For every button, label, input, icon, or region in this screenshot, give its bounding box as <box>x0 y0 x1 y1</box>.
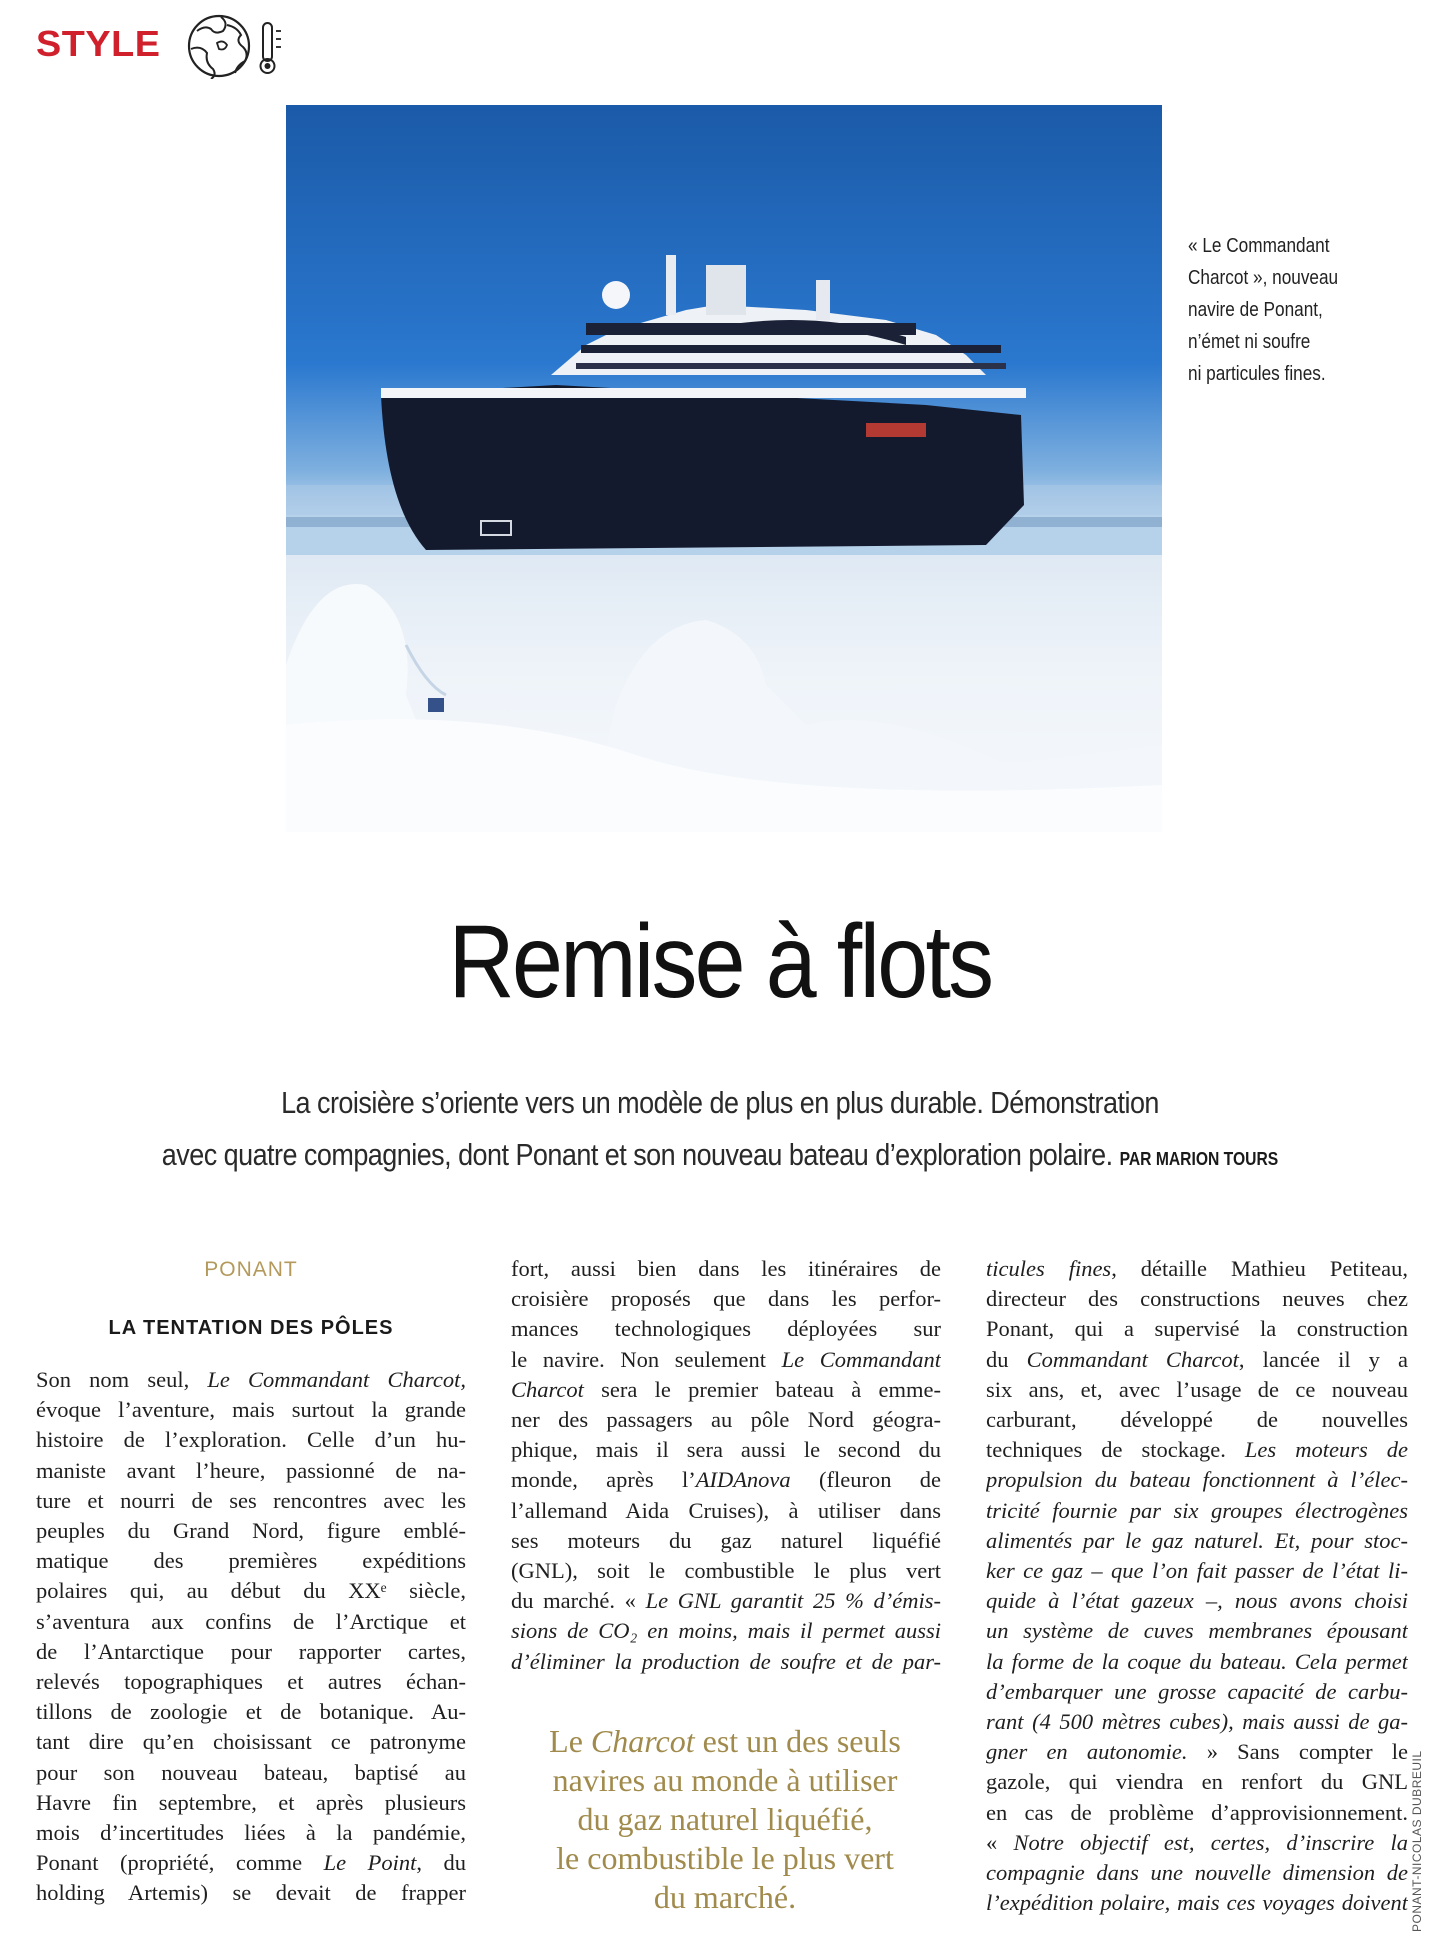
section-rubric <box>36 14 307 74</box>
pull-quote <box>505 1722 945 1917</box>
text-line: histoire de l’exploration. Celle d’un hu- <box>36 1427 466 1453</box>
text-line: compagnie dans une nouvelle dimension de <box>986 1860 1408 1886</box>
text-line: « Notre objectif est, certes, d’inscrire la <box>986 1829 1408 1855</box>
text-line: (GNL), soit le combustible le plus vert <box>511 1558 941 1584</box>
text-line: rant (4 500 mètres cubes), mais aussi de ga- <box>986 1709 1408 1735</box>
text-line: mois d’incertitudes liées à la pandémie, <box>36 1820 466 1846</box>
globe-thermometer-icon <box>177 9 307 79</box>
text-line: croisière proposés que dans les perfor- <box>511 1286 941 1312</box>
text-line: ticules fines, détaille Mathieu Petiteau, <box>986 1256 1408 1281</box>
text-line: s’aventura aux confins de l’Arctique et <box>36 1608 466 1634</box>
text-line: carburant, développé de nouvelles <box>986 1407 1408 1433</box>
text-line: phique, mais il sera aussi le second du <box>511 1437 941 1463</box>
text-line: le combustible le plus vert <box>556 1840 894 1876</box>
text-line: quide à l’état gazeux –, nous avons choisi <box>986 1588 1408 1614</box>
text-line: tillons de zoologie et de botanique. Au- <box>36 1699 466 1725</box>
text-line: la forme de la coque du bateau. Cela permet <box>986 1648 1408 1674</box>
article-headline: Remise à flots <box>448 904 992 1020</box>
text-line: matique des premières expéditions <box>36 1548 466 1574</box>
column-body <box>36 1365 466 1909</box>
text-line: alimentés par le gaz naturel. Et, pour stoc- <box>986 1527 1408 1553</box>
text-line: mances technologiques déployées sur <box>511 1316 941 1342</box>
text-line: le navire. Non seulement Le Commandant <box>511 1346 941 1372</box>
text-line: peuples du Grand Nord, figure emblé- <box>36 1518 466 1544</box>
text-line: l’allemand Aida Cruises), à utiliser dans <box>511 1497 941 1523</box>
text-line: six ans, et, avec l’usage de ce nouveau <box>986 1376 1408 1402</box>
article-standfirst <box>0 1077 1440 1185</box>
text-line: directeur des constructions neuves chez <box>986 1286 1408 1312</box>
caption-line: ni particules fines. <box>1188 363 1326 385</box>
text-line: du Commandant Charcot, lancée il y a <box>986 1346 1408 1372</box>
text-line: ses moteurs du gaz naturel liquéfié <box>511 1527 941 1553</box>
standfirst-line-1: La croisière s’oriente vers un modèle de plus en plus durable. Démonstration <box>281 1085 1159 1120</box>
text-line: relevés topographiques et autres échan- <box>36 1669 466 1695</box>
text-line: holding Artemis) se devait de frapper <box>36 1880 466 1906</box>
text-line: polaires qui, au début du XXᵉ siècle, <box>36 1578 466 1604</box>
text-line: ture et nourri de ses rencontres avec les <box>36 1487 466 1513</box>
text-line: en cas de problème d’approvisionnement. <box>986 1799 1408 1825</box>
section-title: LA TENTATION DES PÔLES <box>108 1317 394 1339</box>
text-line: Charcot sera le premier bateau à emme- <box>511 1376 941 1402</box>
text-line: pour son nouveau bateau, baptisé au <box>36 1759 466 1785</box>
caption-line: n’émet ni soufre <box>1188 331 1311 353</box>
rubric-label: STYLE <box>36 23 161 64</box>
text-line: Son nom seul, Le Commandant Charcot, <box>36 1367 466 1392</box>
text-line: ker ce gaz – que l’on fait passer de l’état li- <box>986 1558 1408 1584</box>
article-column-1 <box>36 1255 466 1909</box>
column-body <box>511 1254 941 1677</box>
text-line: tant dire qu’en choisissant ce patronyme <box>36 1729 466 1755</box>
caption-line: Charcot », nouveau <box>1188 267 1339 289</box>
text-line: du marché. « Le GNL garantit 25 % d’émis- <box>511 1588 941 1614</box>
text-line: gner en autonomie. » Sans compter le <box>986 1739 1408 1765</box>
caption-line: « Le Commandant <box>1188 235 1330 257</box>
photo-credit: PONANT-NICOLAS DUBREUIL <box>1410 1750 1424 1932</box>
section-kicker: PONANT <box>204 1258 298 1281</box>
text-line: du gaz naturel liquéfié, <box>577 1801 873 1837</box>
text-line: de l’Antarctique pour rapporter cartes, <box>36 1638 466 1664</box>
standfirst-line-2 <box>94 1129 1347 1185</box>
hero-photo <box>286 105 1162 832</box>
text-line: maniste avant l’heure, passionné de na- <box>36 1457 466 1483</box>
caption-line: navire de Ponant, <box>1188 299 1323 321</box>
text-line: d’éliminer la production de soufre et de par- <box>511 1648 941 1674</box>
text-line: évoque l’aventure, mais surtout la grande <box>36 1397 466 1423</box>
text-line: Ponant (propriété, comme Le Point, du <box>36 1850 466 1876</box>
text-line: techniques de stockage. Les moteurs de <box>986 1437 1408 1463</box>
text-line: tricité fournie par six groupes électrogènes <box>986 1497 1408 1523</box>
text-line: du marché. <box>653 1879 797 1915</box>
text-line: un système de cuves membranes épousant <box>986 1618 1408 1644</box>
ship-in-ice-image <box>286 105 1162 832</box>
photo-caption <box>1188 230 1360 390</box>
text-line: Havre fin septembre, et après plusieurs <box>36 1789 466 1815</box>
article-column-3 <box>986 1254 1408 1918</box>
text-line: l’expédition polaire, mais ces voyages doivent <box>986 1890 1408 1916</box>
column-body <box>986 1254 1408 1918</box>
byline: PAR MARION TOURS <box>1119 1149 1279 1169</box>
text-line: Ponant, qui a supervisé la construction <box>986 1316 1408 1342</box>
text-line: d’embarquer une grosse capacité de carbu- <box>986 1678 1408 1704</box>
standfirst-text: avec quatre compagnies, dont Ponant et son nouveau bateau d’exploration polaire. <box>161 1137 1113 1172</box>
text-line: ner des passagers au pôle Nord géogra- <box>511 1407 941 1433</box>
text-line: propulsion du bateau fonctionnent à l’élec- <box>986 1467 1408 1493</box>
text-line: monde, après l’AIDAnova (fleuron de <box>511 1467 941 1493</box>
article-column-2 <box>511 1254 941 1677</box>
text-line: gazole, qui viendra en renfort du GNL <box>986 1769 1408 1795</box>
text-line: Le Charcot est un des seuls <box>549 1723 901 1759</box>
text-line: navires au monde à utiliser <box>552 1762 898 1798</box>
text-line: sions de CO₂ en moins, mais il permet aussi <box>511 1618 941 1644</box>
text-line: fort, aussi bien dans les itinéraires de <box>511 1256 941 1281</box>
